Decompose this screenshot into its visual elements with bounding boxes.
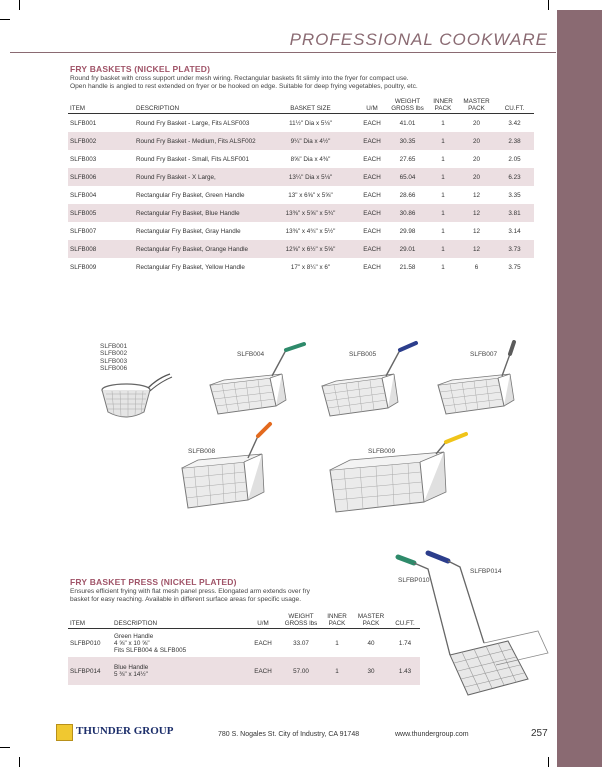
caption-slfb005: SLFB005 — [349, 351, 377, 358]
round-fry-basket-image — [98, 372, 178, 424]
table-header-row — [68, 98, 534, 114]
table-cell: EACH — [246, 657, 280, 685]
col-header-master-pack: MASTER PACK — [352, 613, 390, 629]
table-cell: EACH — [357, 240, 387, 258]
table-cell: 3.75 — [508, 263, 521, 271]
table-cell: 1 — [428, 240, 458, 258]
caption-line: SLFB002 — [100, 350, 128, 358]
table-row — [68, 132, 534, 150]
table-cell: EACH — [357, 168, 387, 186]
table-cell: 11½" Dia x 5⅛" — [289, 119, 332, 127]
table-cell: 27.65 — [399, 155, 416, 163]
caption-slfbp014: SLFBP014 — [470, 568, 502, 575]
description-line: Open handle is angled to rest extended on fryer or be hooked on edge. Suitable for deep frying vegetables, poultry, etc. — [70, 83, 418, 91]
section-description-fry-baskets — [70, 75, 540, 92]
table-cell: SLFBP010 — [70, 639, 101, 647]
caption-round-baskets — [100, 343, 127, 373]
footer-address: 780 S. Nogales St. City of Industry, CA 91748 — [218, 731, 360, 738]
table-cell: 65.04 — [387, 168, 428, 186]
green-handle-basket-image — [200, 340, 310, 420]
table-cell: 20 — [458, 168, 495, 186]
table-cell: 1 — [441, 119, 445, 127]
table-row — [68, 150, 534, 168]
gray-handle-basket-image — [428, 340, 538, 420]
col-header-cuft: CU.FT. — [495, 98, 534, 114]
table-cell: EACH — [363, 155, 381, 163]
table-row — [68, 168, 534, 186]
section-description-basket-press — [70, 588, 390, 605]
table-cell: SLFB005 — [68, 204, 134, 222]
col-header-cuft: CU.FT. — [390, 613, 420, 629]
fry-basket-table — [68, 98, 534, 276]
table-cell: 1 — [441, 227, 445, 235]
table-cell: 3.35 — [508, 191, 521, 199]
table-cell: 3.42 — [508, 119, 521, 127]
table-cell: 12 — [458, 204, 495, 222]
crop-mark — [0, 19, 10, 20]
caption-slfb009: SLFB009 — [368, 448, 396, 455]
table-cell: 30.86 — [387, 204, 428, 222]
table-cell: 1 — [335, 639, 339, 647]
table-cell: 3.81 — [495, 204, 534, 222]
table-cell: EACH — [363, 263, 381, 271]
table-cell: Round Fry Basket - Large, Fits ALSF003 — [136, 119, 250, 127]
col-header-weight: WEIGHT GROSS lbs — [387, 98, 428, 114]
table-cell: 6.23 — [495, 168, 534, 186]
table-cell: 20 — [472, 155, 480, 163]
table-cell: EACH — [357, 204, 387, 222]
table-cell: 1 — [441, 155, 445, 163]
table-cell: 41.01 — [399, 119, 416, 127]
table-cell: 1.43 — [390, 657, 420, 685]
table-cell: 3.73 — [495, 240, 534, 258]
table-cell: 28.66 — [399, 191, 416, 199]
caption-slfb007: SLFB007 — [470, 351, 498, 358]
table-row — [68, 240, 534, 258]
description-line: 4 ⅝" x 10 ⅝" — [114, 639, 150, 647]
table-cell: 12 — [472, 191, 480, 199]
table-cell: 1.74 — [398, 639, 412, 647]
table-cell: SLFB008 — [68, 240, 134, 258]
table-cell: 29.01 — [387, 240, 428, 258]
col-header-inner-pack: INNER PACK — [428, 98, 458, 114]
table-cell: 21.58 — [399, 263, 416, 271]
orange-handle-basket-image — [178, 420, 288, 515]
side-color-band — [557, 10, 602, 767]
table-cell: EACH — [363, 119, 381, 127]
description-line: Ensures efficient frying with flat mesh panel press. Elongated arm extends over fry — [70, 588, 310, 595]
col-header-inner-pack: INNER PACK — [322, 613, 352, 629]
table-cell: 8⅝" Dia x 4⅜" — [290, 155, 331, 163]
description-line: basket for easy reaching. Available in different surface areas for specific usage. — [70, 596, 302, 604]
col-header-description: DESCRIPTION — [112, 613, 246, 629]
table-cell: 1 — [428, 132, 458, 150]
basket-press-table — [68, 613, 420, 685]
col-header-um: U/M — [357, 98, 387, 114]
header-rule — [10, 52, 556, 53]
table-cell: 1 — [428, 204, 458, 222]
page-number: 257 — [531, 728, 548, 739]
col-header-master-pack: MASTER PACK — [458, 98, 495, 114]
description-line: Green Handle — [114, 632, 154, 640]
table-cell: Rectangular Fry Basket, Green Handle — [136, 191, 245, 199]
table-cell: 33.07 — [293, 639, 309, 647]
table-cell: 12 — [458, 240, 495, 258]
table-cell: Round Fry Basket - Small, Fits ALSF001 — [136, 155, 250, 163]
table-cell: 1 — [322, 657, 352, 685]
table-cell: Rectangular Fry Basket, Blue Handle — [134, 204, 264, 222]
table-cell: 1 — [441, 263, 445, 271]
table-cell: 40 — [367, 639, 375, 647]
table-row — [68, 204, 534, 222]
table-cell: EACH — [357, 132, 387, 150]
yellow-handle-basket-image — [326, 430, 472, 520]
table-row — [68, 657, 420, 685]
caption-slfb008: SLFB008 — [188, 448, 216, 455]
table-cell: 13" x 6⅝" x 5⅝" — [288, 191, 333, 199]
table-cell: 13⅜" x 5⅝" x 5¾" — [264, 204, 357, 222]
table-cell: 57.00 — [280, 657, 322, 685]
col-header-description: DESCRIPTION — [134, 98, 264, 114]
table-cell: SLFB002 — [68, 132, 134, 150]
description-line: Round fry basket with cross support under mesh wiring. Rectangular baskets fit slimly into the fryer for compact use. — [70, 75, 409, 82]
table-cell: 20 — [472, 119, 480, 127]
table-cell: EACH — [254, 639, 272, 647]
table-cell: Round Fry Basket - X Large, — [134, 168, 264, 186]
brand-name — [76, 725, 173, 737]
table-cell: SLFB004 — [70, 191, 97, 199]
table-cell: 13¼" Dia x 5⅛" — [264, 168, 357, 186]
basket-press-image — [388, 545, 554, 705]
description-line: 5 ⅜" x 14½" — [114, 671, 148, 678]
table-cell: 2.05 — [508, 155, 521, 163]
crop-mark — [0, 747, 10, 748]
table-cell: 3.14 — [508, 227, 521, 235]
table-cell: 30.35 — [387, 132, 428, 150]
col-header-basket-size: BASKET SIZE — [264, 98, 357, 114]
table-cell: 12 — [472, 227, 480, 235]
caption-line: SLFB003 — [100, 357, 128, 365]
table-cell: 29.98 — [399, 227, 416, 235]
table-cell: SLFB009 — [70, 263, 97, 271]
table-cell: SLFB006 — [68, 168, 134, 186]
table-row — [68, 114, 534, 133]
table-header-row — [68, 613, 420, 629]
table-cell: 1 — [441, 191, 445, 199]
table-cell: Round Fry Basket - Medium, Fits ALSF002 — [134, 132, 264, 150]
table-cell: 20 — [458, 132, 495, 150]
table-cell: 1 — [428, 168, 458, 186]
col-header-um: U/M — [246, 613, 280, 629]
caption-slfb004: SLFB004 — [237, 351, 265, 358]
thunder-group-logo-icon — [56, 724, 73, 741]
table-cell: 30 — [352, 657, 390, 685]
table-row — [68, 222, 534, 240]
table-cell: 12⅝" x 6½" x 5⅝" — [264, 240, 357, 258]
table-cell: 6 — [474, 263, 479, 271]
footer-website: www.thundergroup.com — [395, 731, 469, 738]
table-row — [68, 629, 420, 658]
page-header-title: PROFESSIONAL COOKWARE — [289, 30, 548, 49]
section-title-basket-press: FRY BASKET PRESS (NICKEL PLATED) — [70, 577, 237, 587]
description-line: Fits SLFB004 & SLFB005 — [114, 646, 187, 654]
table-cell: SLFB007 — [70, 227, 97, 235]
table-cell: Rectangular Fry Basket, Orange Handle — [134, 240, 264, 258]
caption-slfbp010: SLFBP010 — [398, 577, 430, 584]
table-cell: EACH — [363, 191, 381, 199]
table-cell: 13⅜" x 4¾" x 5½" — [285, 227, 336, 235]
table-row — [68, 258, 534, 276]
table-cell: 17" x 8¼" x 6" — [290, 263, 331, 271]
table-cell: 2.38 — [495, 132, 534, 150]
crop-mark — [19, 0, 20, 10]
table-cell — [112, 629, 246, 658]
col-header-item: ITEM — [68, 98, 134, 114]
table-cell: Rectangular Fry Basket, Gray Handle — [136, 227, 241, 235]
col-header-weight: WEIGHT GROSS lbs — [280, 613, 322, 629]
crop-mark — [548, 757, 549, 767]
blue-handle-basket-image — [312, 338, 422, 420]
crop-mark — [19, 757, 20, 767]
brand-text: THUNDER GROUP — [76, 725, 174, 737]
table-cell: SLFB001 — [70, 119, 97, 127]
table-row — [68, 186, 534, 204]
caption-line: SLFB006 — [100, 365, 128, 373]
table-cell: 9¼" Dia x 4½" — [264, 132, 357, 150]
table-cell — [112, 657, 246, 685]
table-cell: Rectangular Fry Basket, Yellow Handle — [136, 263, 245, 271]
section-title-fry-baskets: FRY BASKETS (NICKEL PLATED) — [70, 64, 211, 74]
table-cell: SLFBP014 — [68, 657, 112, 685]
caption-line: SLFB001 — [100, 343, 128, 350]
table-cell: SLFB003 — [70, 155, 97, 163]
table-cell: EACH — [363, 227, 381, 235]
description-line: Blue Handle — [114, 664, 149, 671]
crop-mark — [548, 0, 549, 10]
col-header-item: ITEM — [68, 613, 112, 629]
